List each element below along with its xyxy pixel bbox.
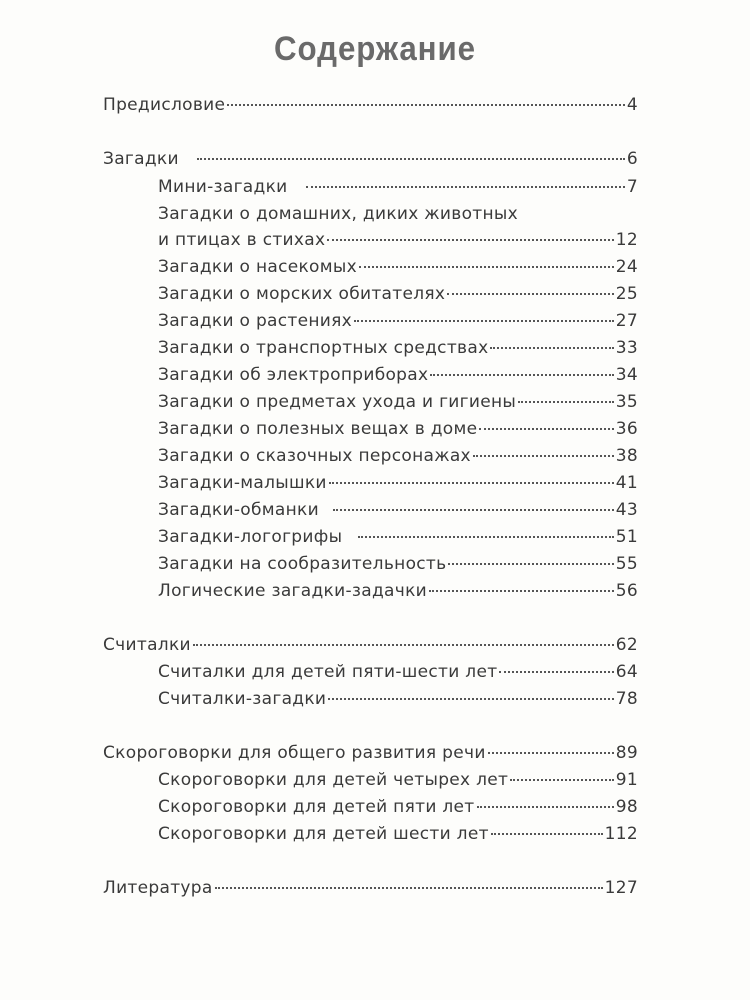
entry-label: Загадки-обманки: [158, 500, 319, 520]
toc-entry-plants: [158, 310, 638, 332]
toc-entry-mini-riddles: [158, 176, 638, 198]
entry-label: Загадки о морских обитателях: [158, 284, 446, 304]
dot-leader: [429, 590, 614, 592]
dot-leader: [490, 347, 613, 349]
dot-leader: [448, 563, 613, 565]
entry-label: Скороговорки для детей пяти лет: [158, 797, 475, 817]
entry-page: 24: [615, 257, 638, 277]
toc-entry-little-riddles: [158, 472, 638, 494]
entry-label: Загадки о предметах ухода и гигиены: [158, 392, 517, 412]
entry-page: 36: [615, 419, 638, 439]
entry-label: Загадки о транспортных средствах: [158, 338, 489, 358]
dot-leader: [333, 509, 614, 511]
entry-page: 112: [604, 824, 638, 844]
dot-leader: [447, 293, 614, 295]
entry-label: Считалки: [103, 635, 191, 655]
dot-leader: [227, 104, 625, 106]
toc-entry-twisters-four: [158, 769, 638, 791]
dot-leader: [358, 536, 613, 538]
entry-label: Скороговорки для общего развития речи: [103, 743, 486, 763]
entry-label: Скороговорки для детей четырех лет: [158, 770, 509, 790]
toc-entry-transport: [158, 337, 638, 359]
toc-entry-logic: [158, 580, 638, 602]
entry-label: Загадки о сказочных персонажах: [158, 446, 471, 466]
toc-entry-home-things: [158, 418, 638, 440]
toc-entry-riddles: [103, 148, 638, 170]
dot-leader: [477, 806, 614, 808]
entry-label: Литература: [103, 878, 213, 898]
entry-page: 41: [615, 473, 638, 493]
entry-page: 51: [615, 527, 638, 547]
toc-entry-twisters-six: [158, 823, 638, 845]
dot-leader: [359, 266, 614, 268]
toc-entry-appliances: [158, 364, 638, 386]
entry-page: 27: [615, 311, 638, 331]
entry-page: 62: [615, 635, 638, 655]
entry-label: Логические загадки-задачки: [158, 581, 427, 601]
entry-page: 34: [615, 365, 638, 385]
entry-label: Загадки-логогрифы: [158, 527, 343, 547]
toc-entry-trick-riddles: [158, 499, 638, 521]
dot-leader: [354, 320, 614, 322]
dot-leader: [518, 401, 614, 403]
entry-label: Загадки на сообразительность: [158, 554, 447, 574]
toc-entry-hygiene: [158, 391, 638, 413]
toc-entry-counting-riddles: [158, 688, 638, 710]
dot-leader: [306, 186, 625, 188]
entry-page: 33: [615, 338, 638, 358]
toc-entry-literature: [103, 877, 638, 899]
toc-entry-counting-kids: [158, 661, 638, 683]
entry-page: 38: [615, 446, 638, 466]
entry-label: Предисловие: [103, 95, 226, 115]
entry-page: 6: [626, 149, 638, 169]
dot-leader: [479, 428, 613, 430]
entry-label: Загадки: [103, 149, 179, 169]
entry-label: Загадки об электроприборах: [158, 365, 429, 385]
entry-page: 12: [615, 230, 638, 250]
entry-label: Скороговорки для детей шести лет: [158, 824, 489, 844]
toc-entry-counting: [103, 634, 638, 656]
entry-label: Загадки о полезных вещах в доме: [158, 419, 478, 439]
entry-page: 127: [604, 878, 638, 898]
entry-page: 43: [615, 500, 638, 520]
dot-leader: [510, 779, 614, 781]
entry-page: 89: [615, 743, 638, 763]
entry-page: 7: [626, 177, 638, 197]
toc-entry-preface: [103, 94, 638, 116]
entry-label: Мини-загадки: [158, 177, 288, 197]
entry-page: 64: [615, 662, 638, 682]
dot-leader: [329, 482, 614, 484]
toc-entry-logogriphs: [158, 526, 638, 548]
entry-page: 55: [615, 554, 638, 574]
entry-label: и птицах в стихах: [158, 230, 326, 250]
dot-leader: [327, 239, 613, 241]
page-title: Содержание: [274, 30, 476, 68]
dot-leader: [328, 698, 613, 700]
entry-page: 4: [626, 95, 638, 115]
toc-entry-fairy-tale: [158, 445, 638, 467]
entry-page: 25: [615, 284, 638, 304]
toc-entry-insects: [158, 256, 638, 278]
dot-leader: [430, 374, 613, 376]
dot-leader: [197, 158, 625, 160]
toc-entry-twisters-five: [158, 796, 638, 818]
entry-label: Загадки о растениях: [158, 311, 353, 331]
dot-leader: [193, 644, 614, 646]
entry-label: Считалки для детей пяти-шести лет: [158, 662, 498, 682]
entry-label: Считалки-загадки: [158, 689, 327, 709]
dot-leader: [473, 455, 614, 457]
toc-entry-sea: [158, 283, 638, 305]
entry-label: Загадки-малышки: [158, 473, 327, 493]
dot-leader: [491, 833, 603, 835]
entry-label: Загадки о насекомых: [158, 257, 357, 277]
entry-label-line1: Загадки о домашних, диких животных: [158, 204, 518, 224]
toc-entry-tongue-twisters: [103, 742, 638, 764]
entry-page: 56: [615, 581, 638, 601]
toc-entry-animals: [158, 229, 638, 251]
entry-page: 35: [615, 392, 638, 412]
dot-leader: [488, 752, 614, 754]
dot-leader: [499, 671, 613, 673]
entry-page: 91: [615, 770, 638, 790]
toc-entry-wit: [158, 553, 638, 575]
entry-page: 98: [615, 797, 638, 817]
dot-leader: [215, 887, 603, 889]
entry-page: 78: [615, 689, 638, 709]
